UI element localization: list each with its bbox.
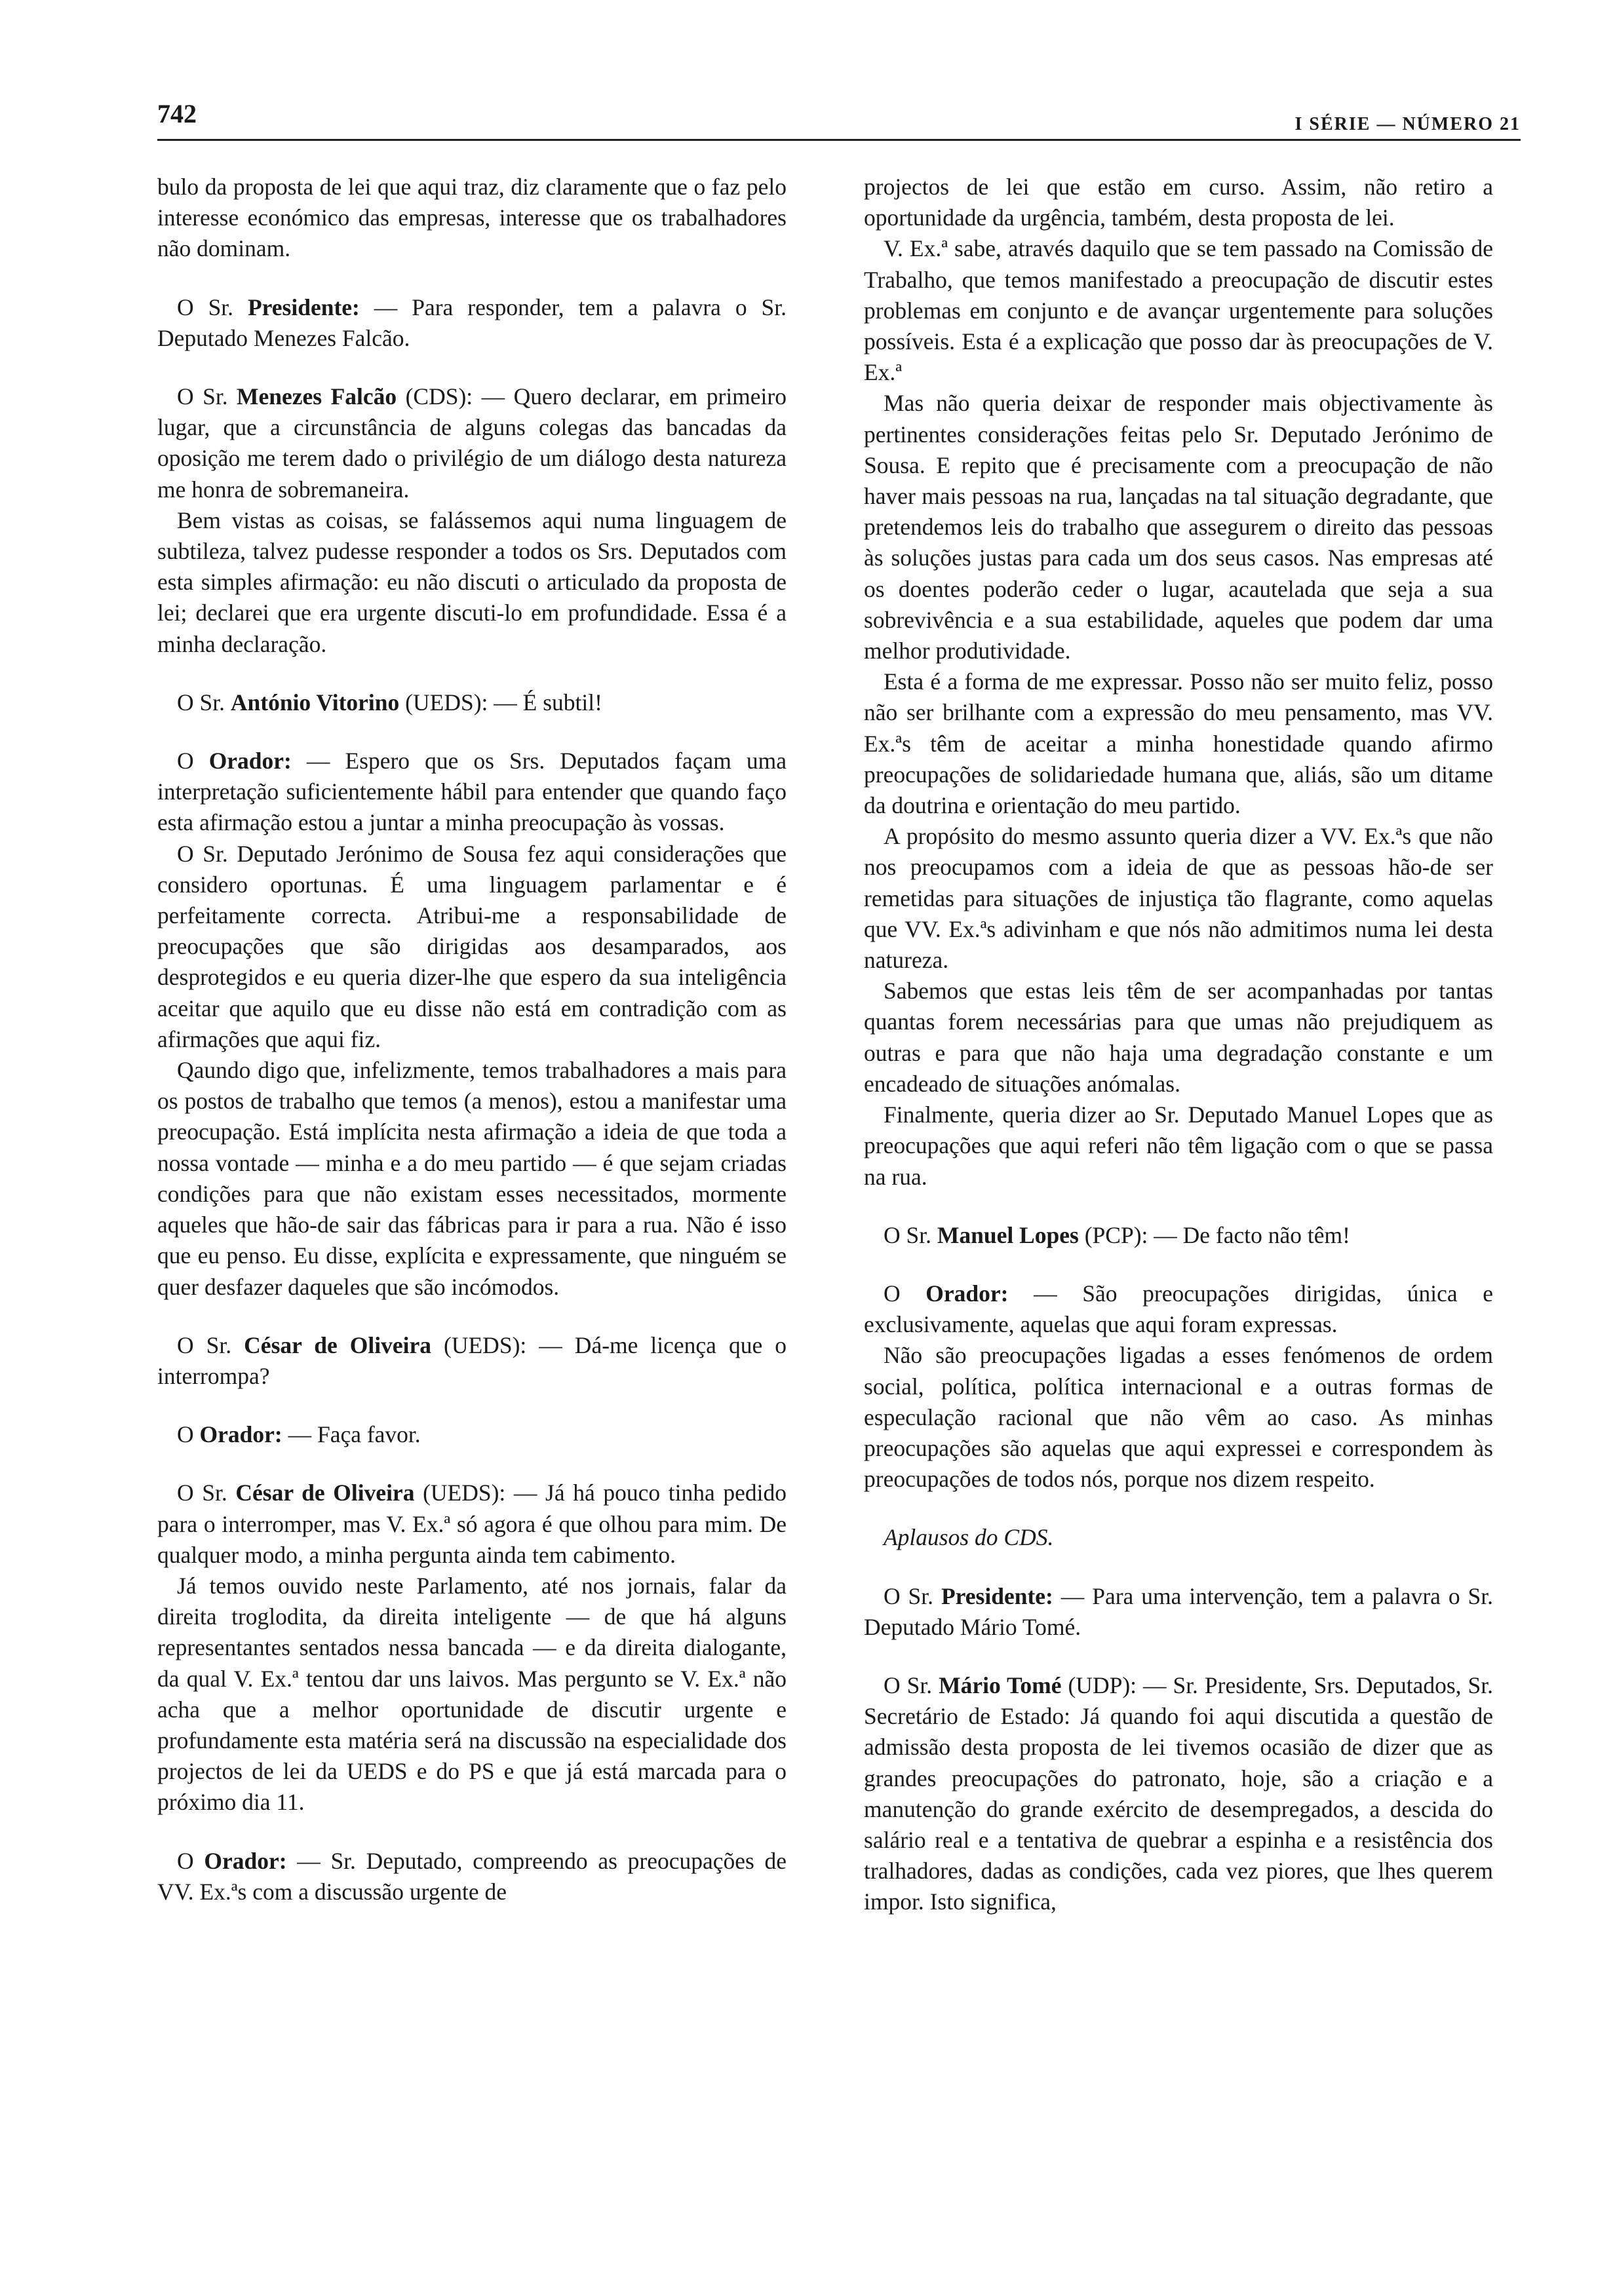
speech-paragraph: O Sr. César de Oliveira (UEDS): — Dá-me licença que o interrompa? <box>157 1331 787 1389</box>
paragraph: Já temos ouvido neste Parlamento, até nos jornais, falar da direita troglodita, da direita inteligente — de que há alguns representantes sentados nessa bancada — e da direita dialogante, da qual V. Ex.ª tentou dar uns laivos. Mas pergunto se V. Ex.ª não acha que a melhor oportunidade de discutir urgente e profundamente esta matéria será na discussão na especialidade dos projectos de lei da UEDS e do PS e que já está marcada para o próximo dia 11. <box>157 1572 787 1816</box>
speech-paragraph: O Orador: — Faça favor. <box>177 1421 421 1448</box>
speaker-name: Mário Tomé <box>939 1672 1062 1698</box>
paragraph: Finalmente, queria dizer ao Sr. Deputado Manuel Lopes que as preocupações que aqui referi não têm ligação com o que se passa na rua. <box>864 1101 1493 1190</box>
speaker-name: Orador: <box>208 748 292 775</box>
series-number: I SÉRIE — NÚMERO 21 <box>1294 114 1521 134</box>
speech-paragraph: O Sr. Presidente: — Para uma intervenção, tem a palavra o Sr. Deputado Mário Tomé. <box>864 1582 1493 1640</box>
speech-paragraph: O Sr. César de Oliveira (UEDS): — Já há pouco tinha pedido para o interromper, mas V. Ex.ª só agora é que olhou para mim. De qualquer modo, a minha pergunta ainda tem cabimento. <box>157 1480 787 1568</box>
left-column <box>157 172 787 2262</box>
paragraph: Esta é a forma de me expressar. Posso não ser muito feliz, posso não ser brilhante com a expressão do meu pensamento, mas VV. Ex.ªs têm de aceitar a minha honestidade quando afirmo preocupações de solidariedade humana que, aliás, são um ditame da doutrina e orientação do meu partido. <box>864 668 1493 819</box>
speaker-name: Orador: <box>925 1280 1009 1307</box>
speech-paragraph: O Sr. Menezes Falcão (CDS): — Quero declarar, em primeiro lugar, que a circunstância de alguns colegas das bancadas da oposição me terem dado o privilégio de um diálogo desta natureza me honra de sobremaneira. <box>157 383 787 503</box>
speech-paragraph: O Sr. António Vitorino (UEDS): — É subtil! <box>177 689 602 716</box>
paragraph: Sabemos que estas leis têm de ser acompanhadas por tantas quantas forem necessárias para que umas não prejudiquem as outras e para que não haja uma degradação constante e um encadeado de situações anómalas. <box>864 978 1493 1097</box>
paragraph: bulo da proposta de lei que aqui traz, diz claramente que o faz pelo interesse económico das empresas, interesse que os trabalhadores não dominam. <box>157 174 787 262</box>
paragraph: V. Ex.ª sabe, através daquilo que se tem passado na Comissão de Trabalho, que temos manifestado a preocupação de discutir estes problemas em conjunto e de avançar urgentemente para soluções possíveis. Esta é a explicação que posso dar às preocupações de V. Ex.ª <box>864 235 1493 386</box>
speech-paragraph: O Sr. Manuel Lopes (PCP): — De facto não têm! <box>884 1221 1350 1248</box>
speech-paragraph: O Orador: — São preocupações dirigidas, única e exclusivamente, aquelas que aqui foram expressas. <box>864 1280 1493 1338</box>
speaker-name: Manuel Lopes <box>937 1221 1079 1248</box>
speaker-name: César de Oliveira <box>244 1331 432 1358</box>
speaker-name: Orador: <box>199 1421 282 1448</box>
speaker-name: Presidente: <box>941 1582 1053 1609</box>
page-header <box>157 98 1521 141</box>
speech-paragraph: O Orador: — Espero que os Srs. Deputados façam uma interpretação suficientemente hábil para entender que quando faço esta afirmação estou a juntar a minha preocupação às vossas. <box>157 748 787 836</box>
speaker-name: António Vitorino <box>230 689 400 716</box>
paragraph: projectos de lei que estão em curso. Assim, não retiro a oportunidade da urgência, também, desta proposta de lei. <box>864 174 1493 231</box>
paragraph: O Sr. Deputado Jerónimo de Sousa fez aqui considerações que considero oportunas. É uma linguagem parlamentar e é perfeitamente correcta. Atribui-me a responsabilidade de preocupações que são dirigidas aos desamparados, aos desprotegidos e eu queria dizer-lhe que espero da sua inteligência aceitar que aquilo que eu disse não está em contradição com as afirmações que aqui fiz. <box>157 840 787 1052</box>
page-number: 742 <box>157 99 197 128</box>
speaker-name: Orador: <box>204 1847 287 1874</box>
paragraph: Não são preocupações ligadas a esses fenómenos de ordem social, política, política internacional e a outras formas de especulação racional que não vêm ao caso. As minhas preocupações são aquelas que aqui expressei e correspondem às preocupações de todos nós, porque nos dizem respeito. <box>864 1342 1493 1493</box>
paragraph: A propósito do mesmo assunto queria dizer a VV. Ex.ªs que não nos preocupamos com a ideia de que as pessoas hão-de ser remetidas para situações de injustiça tão flagrante, como aquelas que VV. Ex.ªs adivinham e que nós não admitimos numa lei desta natureza. <box>864 823 1493 974</box>
speech-paragraph: O Sr. Mário Tomé (UDP): — Sr. Presidente, Srs. Deputados, Sr. Secretário de Estado: Já quando foi aqui discutida a questão de admissão desta proposta de lei tivemos ocasião de dizer que as grandes preocupações do patronato, hoje, são a criação e a manutenção do grande exército de desempregados, a descida do salário real e a tentativa de quebrar a espinha e a resistência dos tralhadores, dadas as condições, cada vez piores, que lhes querem impor. Isto significa, <box>864 1672 1493 1915</box>
paragraph: Qaundo digo que, infelizmente, temos trabalhadores a mais para os postos de trabalho que temos (a menos), estou a manifestar uma preocupação. Está implícita nesta afirmação a ideia de que toda a nossa vontade — minha e a do meu partido — é que sejam criadas condições para que não existam esses necessitados, mormente aqueles que hão-de sair das fábricas para ir para a rua. Não é isso que eu penso. Eu disse, explícita e expressamente, que ninguém se quer desfazer daqueles que são incómodos. <box>157 1057 787 1300</box>
speaker-name: Presidente: <box>247 294 360 320</box>
paragraph: Bem vistas as coisas, se falássemos aqui numa linguagem de subtileza, talvez pudesse responder a todos os Srs. Deputados com esta simples afirmação: eu não discuti o articulado da proposta de lei; declarei que era urgente discuti-lo em profundidade. Essa é a minha declaração. <box>157 507 787 657</box>
speech-paragraph: O Sr. Presidente: — Para responder, tem a palavra o Sr. Deputado Menezes Falcão. <box>157 294 787 351</box>
speaker-name: César de Oliveira <box>235 1480 415 1506</box>
paragraph: Mas não queria deixar de responder mais objectivamente às pertinentes considerações feitas pelo Sr. Deputado Jerónimo de Sousa. E repito que é precisamente com a preocupação de não haver mais pessoas na rua, lançadas na tal situação degradante, que pretendemos leis do trabalho que assegurem o direito das pessoas às soluções justas para cada um dos seus casos. Nas empresas até os doentes poderão ceder o lugar, acautelada que seja a sua sobrevivência e a sua estabilidade, aqueles que podem dar uma melhor produtividade. <box>864 390 1493 664</box>
right-column <box>864 172 1493 2262</box>
speech-paragraph: O Orador: — Sr. Deputado, compreendo as preocupações de VV. Ex.ªs com a discussão urgente de <box>157 1847 787 1905</box>
stage-direction: Aplausos do CDS. <box>884 1524 1054 1551</box>
speaker-name: Menezes Falcão <box>237 383 397 410</box>
